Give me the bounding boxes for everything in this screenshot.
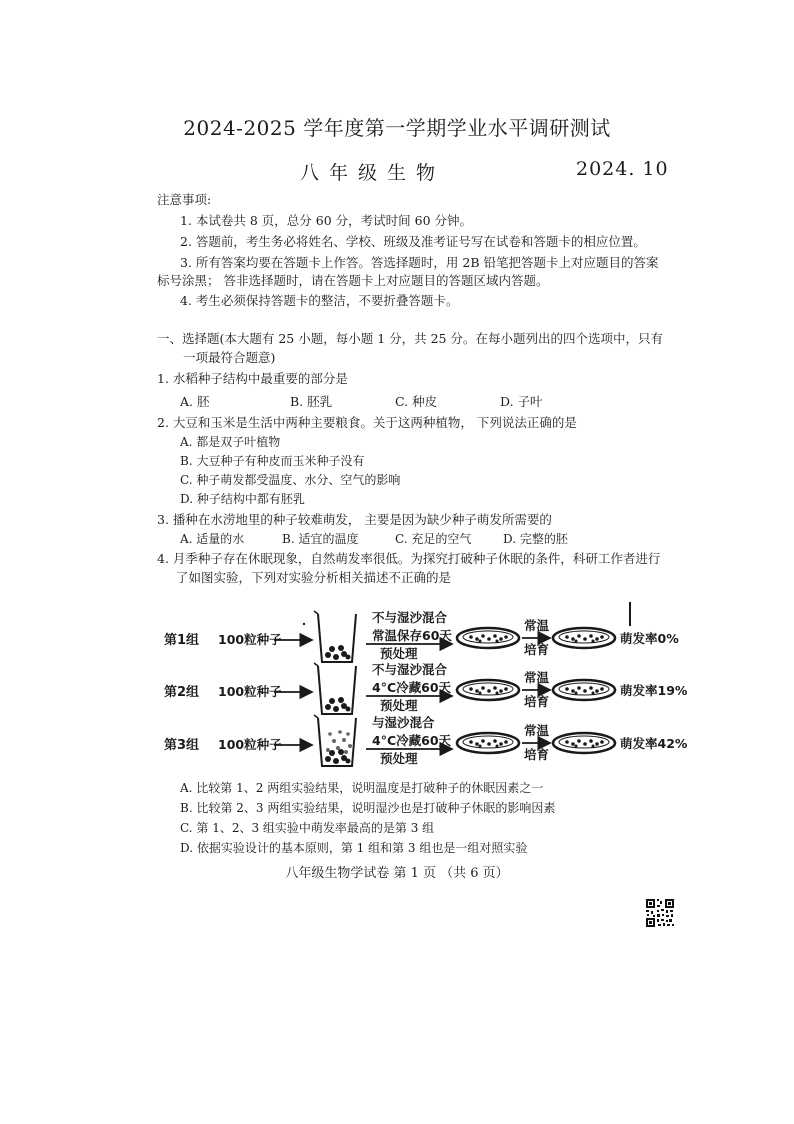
- culture-label: 培育: [524, 642, 550, 657]
- culture-label: 培育: [524, 747, 550, 762]
- question-2-option-a: A. 都是双子叶植物: [180, 435, 281, 449]
- notice-item: 2. 答题前，考生务必将姓名、学校、班级及准考证号写在试卷和答题卡的相应位置。: [180, 234, 646, 249]
- notice-item: 3. 所有答案均要在答题卡上作答。答选择题时，用 2B 铅笔把答题卡上对应题目的答案: [180, 255, 659, 270]
- question-1-stem: 1. 水稻种子结构中最重要的部分是: [157, 371, 348, 386]
- condition-sand: 不与湿沙混合: [372, 610, 448, 625]
- culture-temp-label: 常温: [524, 670, 550, 685]
- culture-temp-label: 常温: [524, 723, 550, 738]
- germination-rate: 萌发率19%: [620, 683, 688, 698]
- beaker-icon: [314, 663, 356, 714]
- experiment-group-3: [164, 715, 688, 766]
- condition-storage: 4°C冷藏60天: [372, 680, 452, 695]
- notice-item: 4. 考生必须保持答题卡的整洁，不要折叠答题卡。: [180, 293, 459, 308]
- condition-sand: 与湿沙混合: [372, 715, 435, 730]
- question-2-option-c: C. 种子萌发都受温度、水分、空气的影响: [180, 473, 401, 487]
- beaker-icon: [314, 611, 356, 662]
- question-4-stem-cont: 了如图实验，下列对实验分析相关描述不正确的是: [176, 570, 452, 585]
- group-label: 第3组: [164, 738, 200, 753]
- petri-dish-icon: [457, 680, 519, 700]
- condition-storage: 常温保存60天: [372, 628, 452, 643]
- petri-dish-icon: [457, 733, 519, 753]
- notice-item: 标号涂黑； 答非选择题时，请在答题卡上对应题目的答题区域内答题。: [157, 273, 549, 288]
- question-4-option-d: D. 依据实验设计的基本原则，第 1 组和第 3 组也是一组对照实验: [180, 841, 528, 855]
- question-3-option-c: C. 充足的空气: [395, 532, 472, 546]
- experiment-group-1: [164, 610, 679, 662]
- section-heading-cont: 一项最符合题意): [183, 350, 276, 365]
- pretreatment-label: 预处理: [380, 646, 418, 661]
- group-label: 第1组: [164, 633, 200, 648]
- notice-item: 1. 本试卷共 8 页，总分 60 分，考试时间 60 分钟。: [180, 213, 473, 228]
- notice-heading: 注意事项:: [157, 192, 212, 207]
- petri-dish-icon: [553, 680, 615, 700]
- seed-count-label: 100粒种子: [218, 737, 282, 752]
- experiment-diagram: [158, 600, 688, 768]
- pretreatment-label: 预处理: [380, 751, 418, 766]
- question-2-option-b: B. 大豆种子有种皮而玉米种子没有: [180, 454, 365, 468]
- culture-temp-label: 常温: [524, 618, 550, 633]
- germination-rate: 萌发率42%: [620, 736, 688, 751]
- exam-date: 2024. 10: [576, 158, 669, 180]
- section-heading: 一、选择题(本大题有 25 小题，每小题 1 分，共 25 分。在每小题列出的四个选项中，只有: [157, 331, 663, 346]
- experiment-group-2: [164, 662, 688, 714]
- exam-subject: 八年级生物: [300, 162, 446, 184]
- question-1-option-a: A. 胚: [180, 394, 210, 409]
- seed-count-label: 100粒种子: [218, 632, 282, 647]
- group-label: 第2组: [164, 685, 200, 700]
- question-1-option-b: B. 胚乳: [290, 394, 333, 409]
- question-4-option-b: B. 比较第 2、3 两组实验结果，说明湿沙也是打破种子休眠的影响因素: [180, 801, 556, 815]
- question-3-option-d: D. 完整的胚: [503, 532, 568, 546]
- question-3-option-a: A. 适量的水: [180, 532, 245, 546]
- question-4-option-a: A. 比较第 1、2 两组实验结果，说明温度是打破种子的休眠因素之一: [180, 781, 544, 795]
- question-4-option-c: C. 第 1、2、3 组实验中萌发率最高的是第 3 组: [180, 821, 435, 835]
- qr-code-icon: [645, 898, 675, 928]
- petri-dish-icon: [457, 628, 519, 648]
- pretreatment-label: 预处理: [380, 698, 418, 713]
- question-2-stem: 2. 大豆和玉米是生活中两种主要粮食。关于这两种植物， 下列说法正确的是: [157, 415, 577, 430]
- petri-dish-icon: [553, 628, 615, 648]
- culture-label: 培育: [524, 694, 550, 709]
- seed-count-label: 100粒种子: [218, 684, 282, 699]
- question-3-option-b: B. 适宜的温度: [282, 532, 359, 546]
- question-3-stem: 3. 播种在水涝地里的种子较难萌发， 主要是因为缺少种子萌发所需要的: [157, 512, 552, 527]
- petri-dish-icon: [553, 733, 615, 753]
- germination-rate: 萌发率0%: [620, 631, 679, 646]
- condition-storage: 4°C冷藏60天: [372, 733, 452, 748]
- question-2-option-d: D. 种子结构中都有胚乳: [180, 492, 305, 506]
- question-1-option-c: C. 种皮: [395, 394, 438, 409]
- question-4-stem: 4. 月季种子存在休眠现象，自然萌发率很低。为探究打破种子休眠的条件，科研工作者进行: [157, 551, 661, 566]
- condition-sand: 不与湿沙混合: [372, 662, 448, 677]
- exam-title: 2024-2025 学年度第一学期学业水平调研测试: [183, 116, 611, 140]
- page-footer: 八年级生物学试卷 第 1 页 （共 6 页）: [285, 866, 509, 881]
- question-1-option-d: D. 子叶: [500, 394, 543, 409]
